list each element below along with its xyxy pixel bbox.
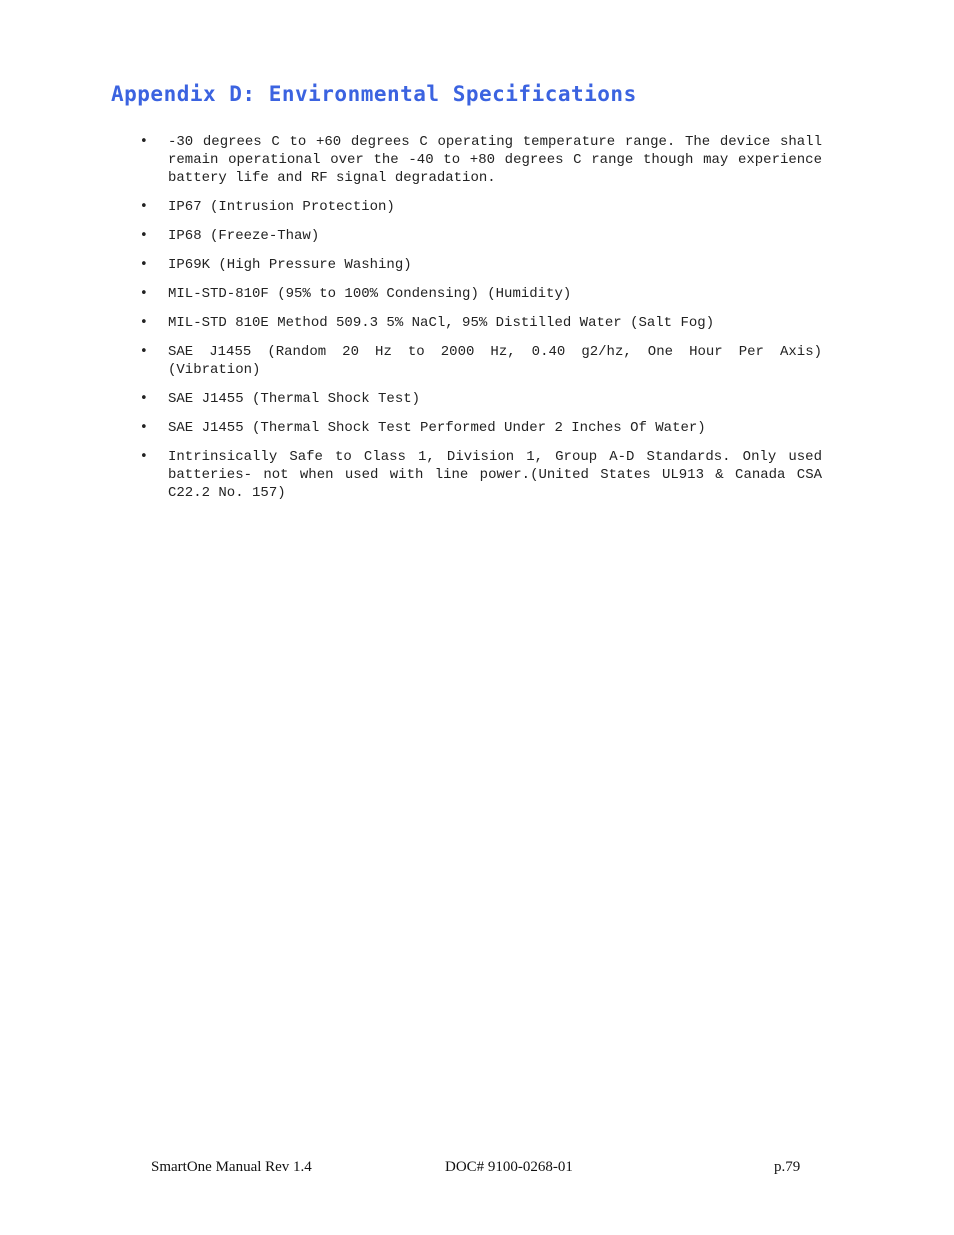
spec-text: -30 degrees C to +60 degrees C operating temperature range. The device shall remain operational over the -40 to +80 degrees C range though may experience battery life and RF signal degradation. bbox=[168, 134, 822, 186]
bullet-icon: • bbox=[140, 257, 148, 272]
list-item bbox=[140, 390, 822, 408]
footer-manual-name: SmartOne Manual Rev 1.4 bbox=[151, 1159, 312, 1175]
list-item bbox=[140, 198, 822, 216]
bullet-icon: • bbox=[140, 315, 148, 330]
spec-text: SAE J1455 (Thermal Shock Test) bbox=[168, 391, 421, 407]
bullet-icon: • bbox=[140, 420, 148, 435]
list-item bbox=[140, 419, 822, 437]
list-item bbox=[140, 256, 822, 274]
bullet-icon: • bbox=[140, 134, 148, 149]
list-item bbox=[140, 448, 822, 502]
spec-text: SAE J1455 (Random 20 Hz to 2000 Hz, 0.40 g2/hz, One Hour Per Axis) (Vibration) bbox=[168, 344, 822, 378]
spec-text: IP69K (High Pressure Washing) bbox=[168, 257, 412, 273]
list-item bbox=[140, 285, 822, 303]
list-item bbox=[140, 314, 822, 332]
bullet-icon: • bbox=[140, 228, 148, 243]
page-title: Appendix D: Environmental Specifications bbox=[111, 82, 637, 106]
bullet-icon: • bbox=[140, 286, 148, 301]
footer-doc-number: DOC# 9100-0268-01 bbox=[445, 1159, 573, 1175]
bullet-icon: • bbox=[140, 391, 148, 406]
spec-text: Intrinsically Safe to Class 1, Division 1, Group A-D Standards. Only used batteries- not when used with line power.(United States UL913 & Canada CSA C22.2 No. 157) bbox=[168, 449, 822, 501]
spec-text: SAE J1455 (Thermal Shock Test Performed Under 2 Inches Of Water) bbox=[168, 420, 706, 436]
bullet-icon: • bbox=[140, 449, 148, 464]
footer-page-number: p.79 bbox=[774, 1159, 801, 1175]
spec-text: IP68 (Freeze-Thaw) bbox=[168, 228, 320, 244]
list-item bbox=[140, 133, 822, 187]
spec-text: IP67 (Intrusion Protection) bbox=[168, 199, 395, 215]
bullet-icon: • bbox=[140, 199, 148, 214]
spec-text: MIL-STD-810F (95% to 100% Condensing) (Humidity) bbox=[168, 286, 572, 302]
spec-list bbox=[140, 133, 822, 513]
spec-text: MIL-STD 810E Method 509.3 5% NaCl, 95% Distilled Water (Salt Fog) bbox=[168, 315, 715, 331]
bullet-icon: • bbox=[140, 344, 148, 359]
list-item bbox=[140, 227, 822, 245]
list-item bbox=[140, 343, 822, 379]
